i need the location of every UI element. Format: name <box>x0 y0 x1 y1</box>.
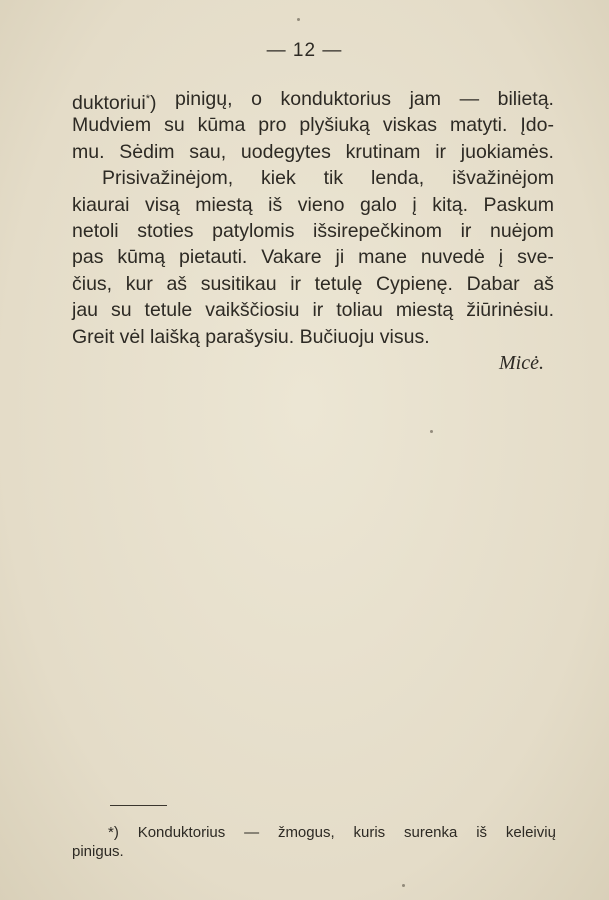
page-number: — 12 — <box>266 40 343 61</box>
text-line: kiaurai visą miestą iš vieno galo į kitą. Paskum <box>72 193 554 216</box>
body-text <box>72 86 554 376</box>
paper-speck <box>297 18 300 21</box>
text-line: Greit vėl laišką parašysiu. Bučiuoju visus. <box>72 325 430 348</box>
text-line: pas kūmą pietauti. Vakare ji mane nuvedė į sve- <box>72 246 554 269</box>
text-line: netoli stoties patylomis išsirepečkinom ir nuėjom <box>72 219 554 242</box>
text-line: Prisivažinėjom, kiek tik lenda, išvažinėjom <box>102 167 554 190</box>
signature: Micė. <box>499 351 544 374</box>
footnote <box>72 823 556 861</box>
text-line: čius, kur aš susitikau ir tetulę Cypienę. Dabar aš <box>72 272 554 295</box>
text-line: duktoriui*) pinigų, o konduktorius jam — bilietą. <box>72 88 554 114</box>
paper-speck <box>430 430 433 433</box>
footnote-line: *) Konduktorius — žmogus, kuris surenka iš keleivių <box>108 824 556 841</box>
footnote-divider <box>110 805 167 806</box>
paper-speck <box>402 884 405 887</box>
text-line: jau su tetule vaikščiosiu ir toliau miestą žiūrinėsiu. <box>72 299 554 322</box>
text-line: Mudviem su kūma pro plyšiuką viskas matyti. Įdo- <box>72 114 554 137</box>
text-line: mu. Sėdim sau, uodegytes krutinam ir juokiamės. <box>72 140 554 163</box>
footnote-line: pinigus. <box>72 843 124 860</box>
